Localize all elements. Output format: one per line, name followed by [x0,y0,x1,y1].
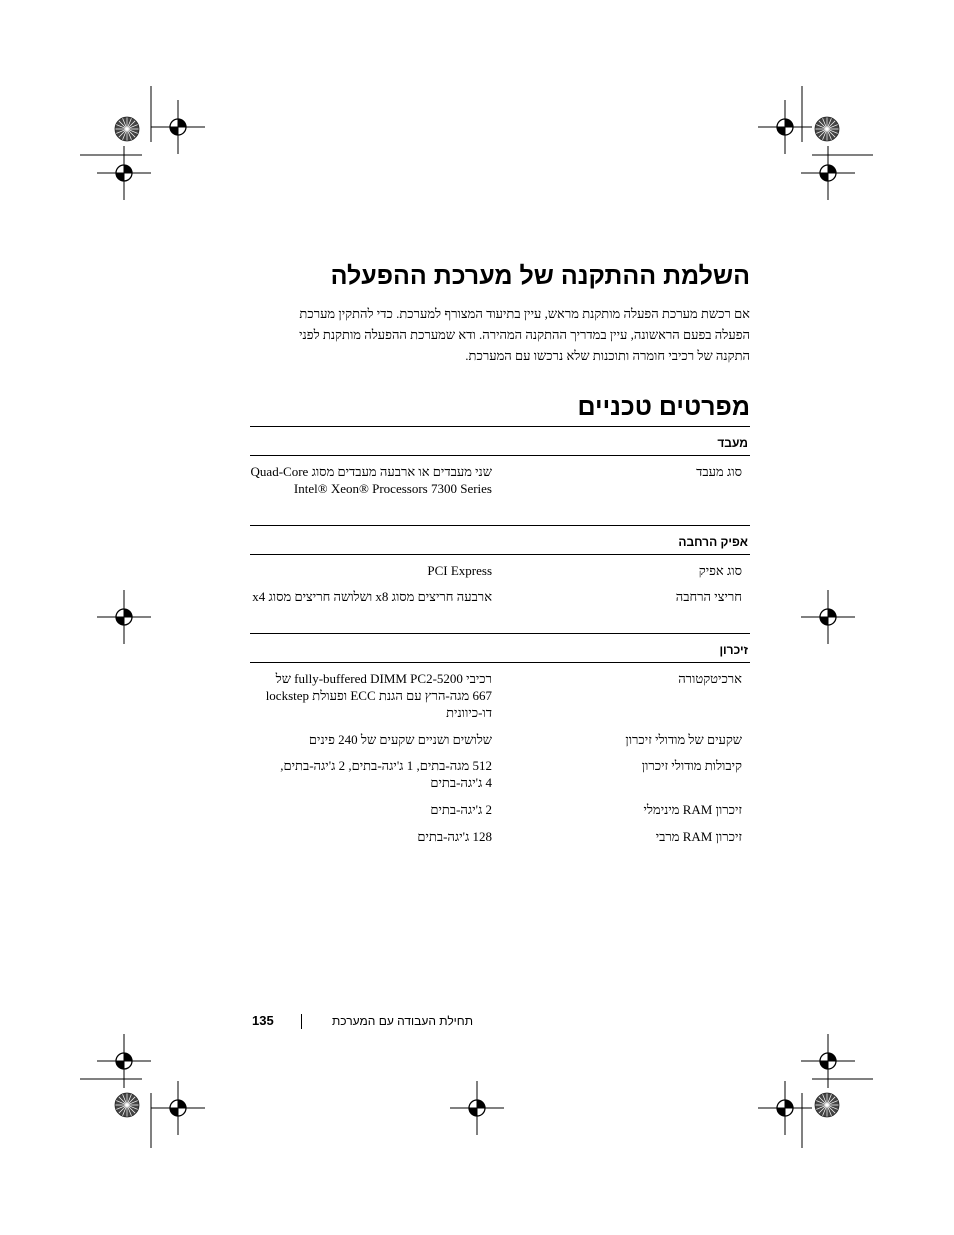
spec-label-min-ram: זיכרון RAM מינימלי [643,802,742,817]
spec-label-memory-sockets: שקעים של מודולי זיכרון [625,732,742,747]
spec-label-bus-type: סוג אפיק [698,563,742,578]
section-divider [250,633,750,634]
intro-line: אם רכשת מערכת הפעלה מותקנת מראש, עיין בתיעוד המצורף למערכת. כדי להתקין מערכת [299,306,750,321]
registration-crosshair-icon [151,100,205,154]
spec-value-architecture [250,670,492,721]
spec-value-line: PCI Express [427,563,492,578]
spec-label-module-capacities: קיבולות מודולי זיכרון [641,758,742,773]
intro-paragraph [260,303,750,366]
sunburst-target-icon [815,1093,839,1117]
section-divider [250,426,750,427]
registration-crosshair-icon [97,590,151,644]
spec-value-line: שני מעבדים או ארבעה מעבדים מסוג Quad-Core [250,464,492,479]
spec-value-memory-sockets [250,731,492,748]
sunburst-target-icon [115,1093,139,1117]
section-divider [250,662,750,663]
registration-crosshair-icon [450,1081,504,1135]
spec-value-expansion-slots [250,588,492,605]
spec-label-max-ram: זיכרון RAM מרבי [655,829,742,844]
footer-separator [301,1014,302,1029]
spec-label-processor-type: סוג מעבד [696,464,742,479]
spec-value-bus-type [250,562,492,579]
spec-value-line: Intel® Xeon® Processors 7300 Series [293,481,492,496]
intro-line: הפעלה בפעם הראשונה, עיין במדריך ההתקנה המהירה. ודא שמערכת ההפעלה מותקנת לפני [299,327,750,342]
section-title-expansion: אפיק הרחבה [678,535,748,549]
specs-heading: מפרטים טכניים [577,393,750,421]
spec-value-line: 667 מגה-הרץ עם הגנת ECC ופעולת lockstep [265,688,492,703]
registration-crosshair-icon [758,1081,812,1135]
registration-crosshair-icon [758,100,812,154]
spec-value-line: ארבעה חריצים מסוג x8 ושלושה חריצים מסוג x4 [252,589,492,604]
page-footer [250,1013,750,1033]
spec-value-line: 128 ג'יגה-בתים [417,829,492,844]
sunburst-target-icon [815,117,839,141]
section-divider [250,554,750,555]
spec-label-expansion-slots: חריצי הרחבה [675,589,742,604]
spec-value-line: רכיבי fully-buffered DIMM PC2-5200 של [275,671,492,686]
spec-value-max-ram [250,828,492,845]
section-title-processor: מעבד [717,436,748,450]
spec-value-line: 2 ג'יגה-בתים [430,802,492,817]
spec-value-line: 4 ג'יגה-בתים [430,775,492,790]
spec-value-min-ram [250,801,492,818]
section-divider [250,525,750,526]
section-title-memory: זיכרון [719,643,748,657]
crop-lines [80,86,873,1148]
spec-value-line: דו-כיוונית [446,705,492,720]
page-number: 135 [252,1013,274,1028]
spec-value-line: שלושים ושניים שקעים של 240 פינים [308,732,492,747]
page-title: השלמת ההתקנה של מערכת ההפעלה [330,262,750,290]
registration-crosshair-icon [801,590,855,644]
registration-crosshair-icon [97,146,151,200]
section-divider [250,455,750,456]
registration-crosshair-icon [801,1034,855,1088]
registration-crosshair-icon [97,1034,151,1088]
spec-label-architecture: ארכיטקטורה [678,671,742,686]
spec-value-processor-type [250,463,492,497]
intro-line: התקנה של רכיבי חומרה ותוכנות שלא נרכשו עם המערכת. [465,348,750,363]
registration-crosshair-icon [151,1081,205,1135]
spec-value-module-capacities [250,757,492,791]
registration-crosshair-icon [801,146,855,200]
sunburst-target-icon [115,117,139,141]
footer-title: תחילת העבודה עם המערכת [332,1014,473,1028]
spec-value-line: 512 מגה-בתים, 1 ג'יגה-בתים, 2 ג'יגה-בתים, [280,758,492,773]
